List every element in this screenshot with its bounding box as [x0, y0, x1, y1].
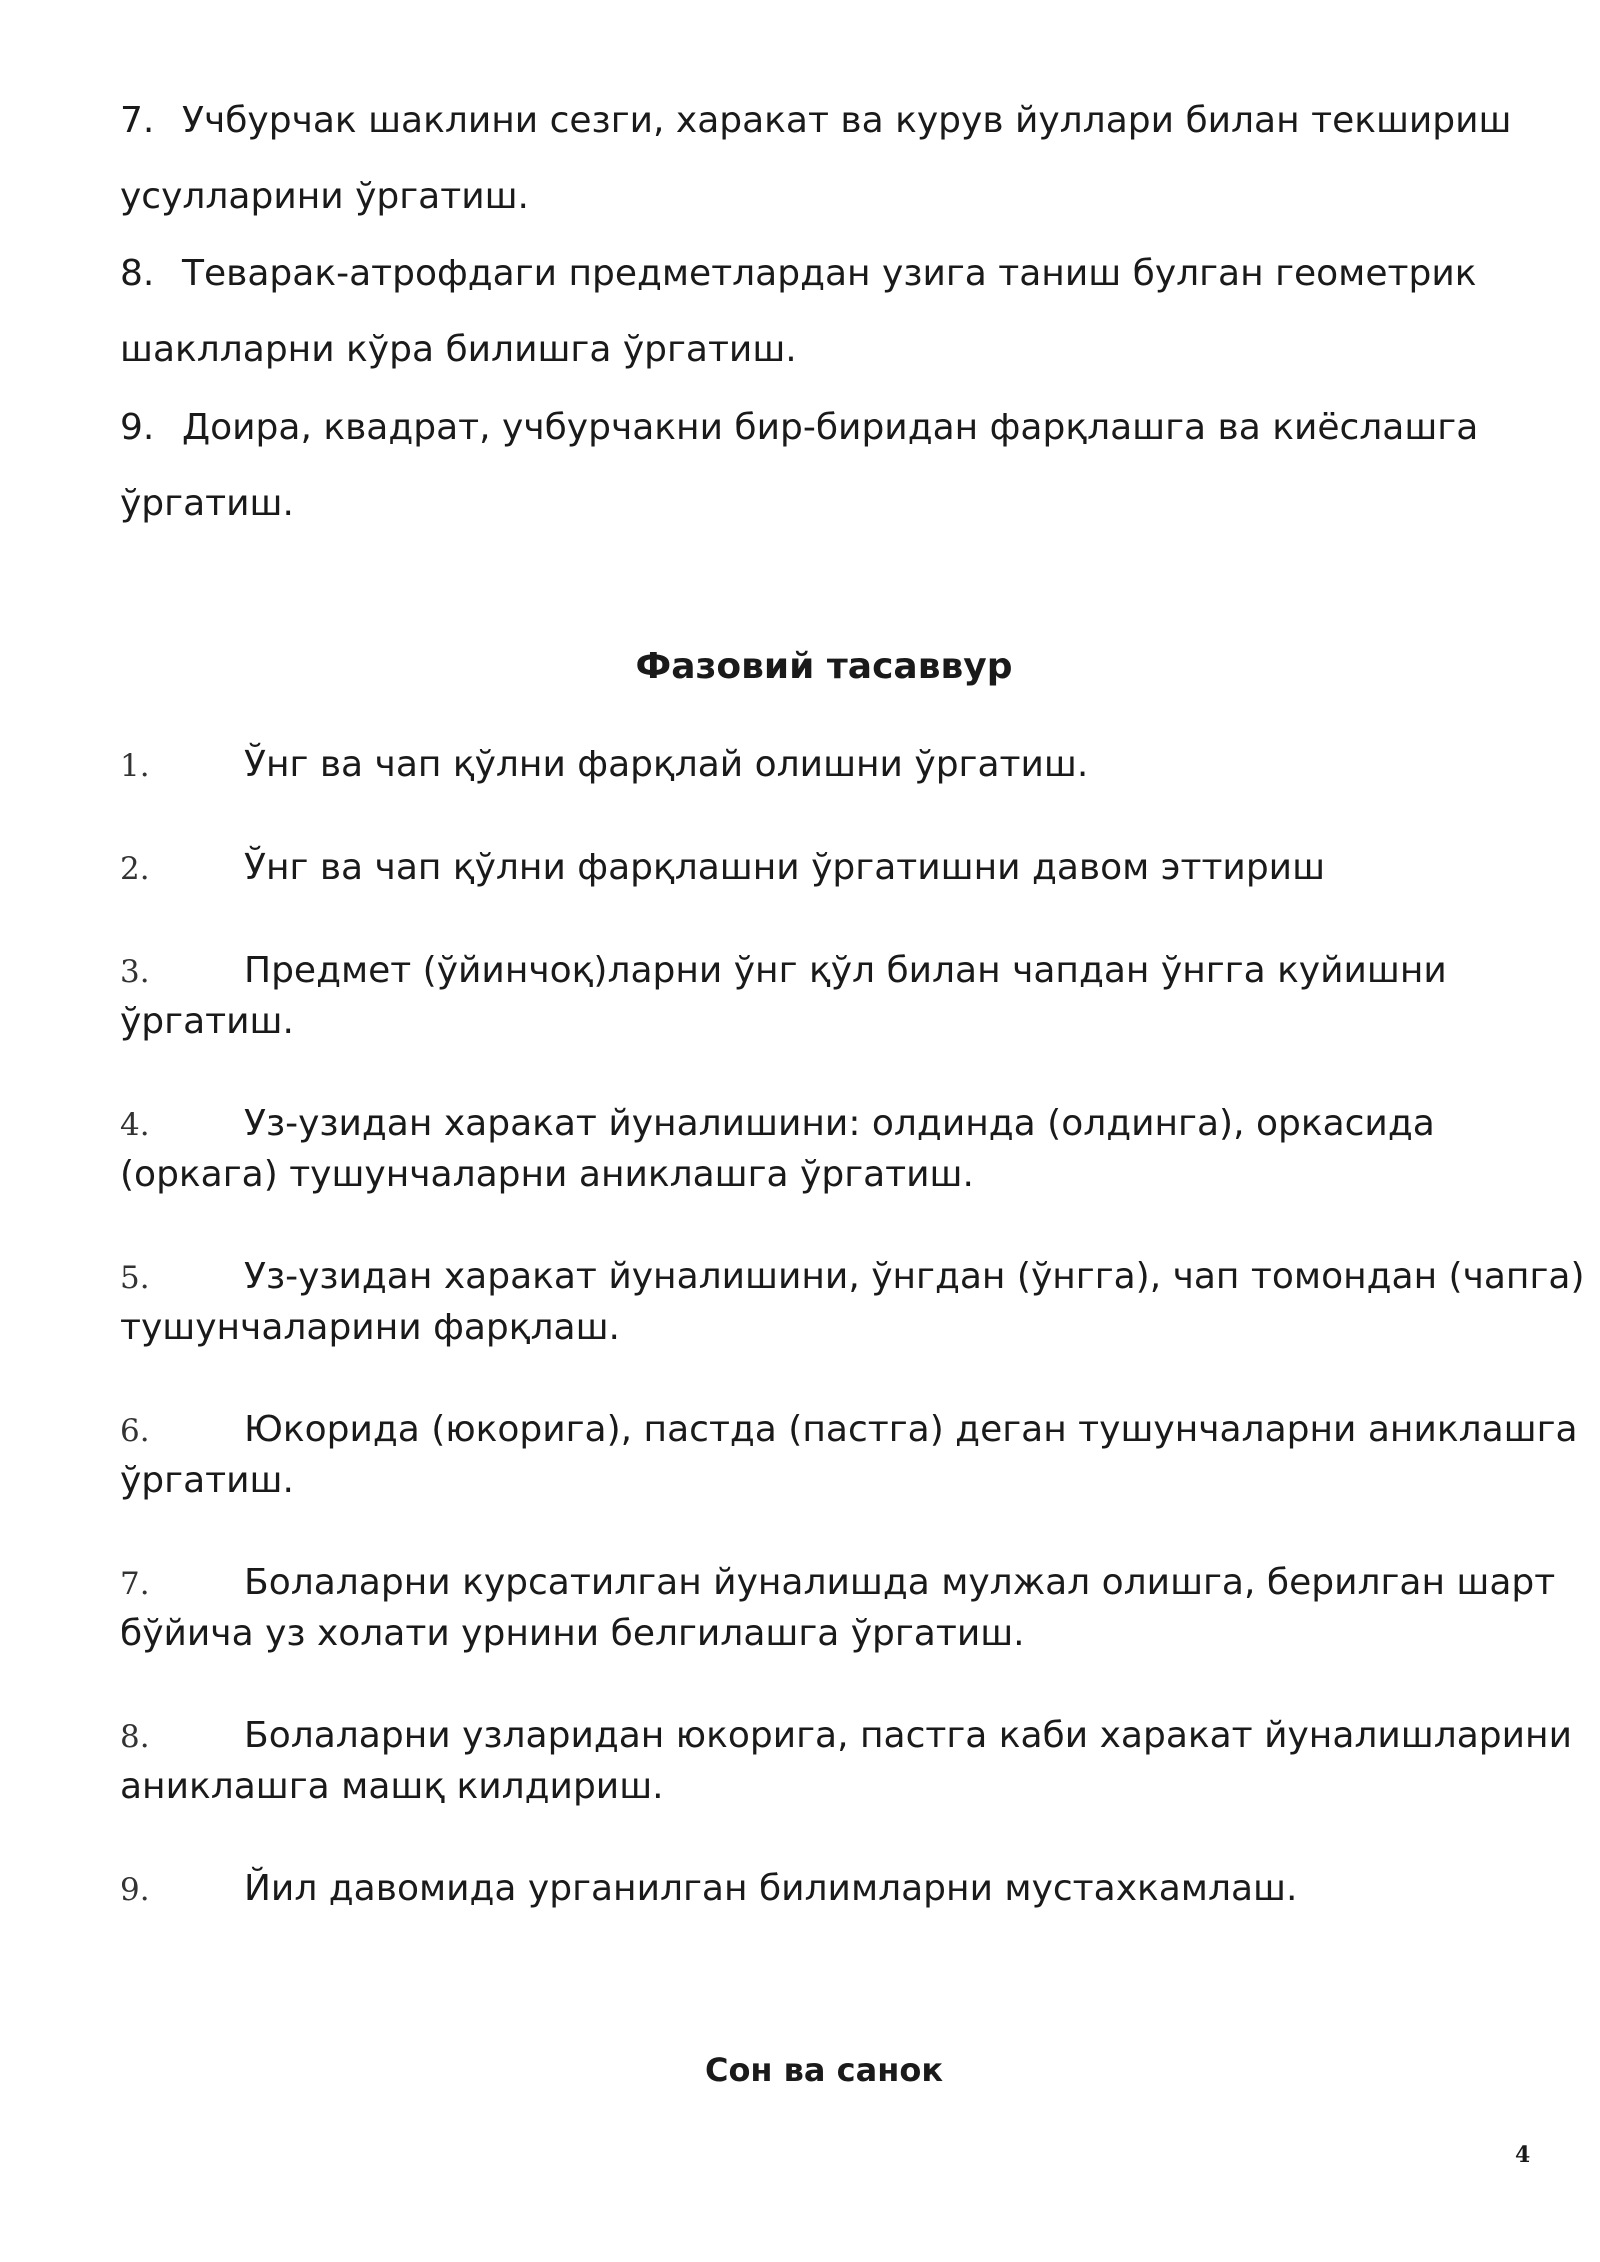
section-heading: Фазовий тасаввур	[635, 646, 1013, 687]
list-number: 7.	[120, 1566, 150, 1602]
list-text-continuation: аниклашга машқ килдириш.	[120, 1766, 664, 1807]
list-number: 9.	[120, 1872, 150, 1908]
list-text-continuation: бўйича уз холати урнини белгилашга ўргатиш.	[120, 1613, 1025, 1654]
intro-item-7-line2: усулларини ўргатиш.	[120, 176, 529, 217]
list-text: Учбурчак шаклини сезги, харакат ва курув йуллари билан текшириш	[182, 100, 1512, 141]
intro-item-7-line1	[120, 97, 1512, 145]
list-number: 1.	[120, 748, 150, 784]
list-text: Болаларни узларидан юкорига, пастга каби харакат йуналишларини	[244, 1715, 1572, 1756]
list-number: 7.	[120, 100, 155, 141]
spatial-item-8	[120, 1711, 1572, 1812]
list-text: Уз-узидан харакат йуналишини: олдинда (олдинга), оркасида	[244, 1103, 1435, 1144]
list-number: 4.	[120, 1107, 150, 1143]
list-text: Ўнг ва чап қўлни фарқлашни ўргатишни давом эттириш	[244, 847, 1326, 888]
list-text: Болаларни курсатилган йуналишда мулжал олишга, берилган шарт	[244, 1562, 1556, 1603]
list-text-continuation: тушунчаларини фарқлаш.	[120, 1307, 620, 1348]
list-number: 8.	[120, 1719, 150, 1755]
intro-item-9-line2: ўргатиш.	[120, 483, 294, 524]
next-section-heading: Сон ва санок	[704, 2051, 944, 2089]
spatial-item-1	[120, 740, 1540, 791]
list-number: 6.	[120, 1413, 150, 1449]
spatial-item-4	[120, 1099, 1540, 1200]
spatial-item-9	[120, 1864, 1540, 1915]
list-text: Уз-узидан харакат йуналишини, ўнгдан (ўнгга), чап томондан (чапга)	[244, 1256, 1585, 1297]
intro-item-9-line1	[120, 404, 1478, 452]
list-number: 8.	[120, 253, 155, 294]
list-number: 9.	[120, 407, 155, 448]
intro-item-8-line2: шаклларни кўра билишга ўргатиш.	[120, 329, 797, 370]
list-text-continuation: ўргатиш.	[120, 1460, 294, 1501]
list-text-continuation: (оркага) тушунчаларни аниклашга ўргатиш.	[120, 1154, 974, 1195]
list-text: Юкорида (юкорига), пастда (пастга) деган тушунчаларни аниклашга	[244, 1409, 1578, 1450]
list-number: 3.	[120, 954, 150, 990]
list-text-continuation: ўргатиш.	[120, 1001, 294, 1042]
list-number: 2.	[120, 851, 150, 887]
page-number: 4	[1515, 2142, 1531, 2168]
intro-item-8-line1	[120, 250, 1476, 298]
list-text: Предмет (ўйинчоқ)ларни ўнг қўл билан чапдан ўнгга куйишни	[244, 950, 1447, 991]
list-text: Ўнг ва чап қўлни фарқлай олишни ўргатиш.	[244, 744, 1089, 785]
spatial-item-7	[120, 1558, 1556, 1659]
spatial-item-5	[120, 1252, 1585, 1353]
spatial-item-3	[120, 946, 1540, 1047]
spatial-item-2	[120, 843, 1540, 894]
list-text: Йил давомида урганилган билимларни мустахкамлаш.	[244, 1868, 1298, 1909]
list-number: 5.	[120, 1260, 150, 1296]
list-text: Теварак-атрофдаги предметлардан узига таниш булган геометрик	[182, 253, 1477, 294]
list-text: Доира, квадрат, учбурчакни бир-биридан фарқлашга ва киёслашга	[182, 407, 1479, 448]
spatial-item-6	[120, 1405, 1578, 1506]
